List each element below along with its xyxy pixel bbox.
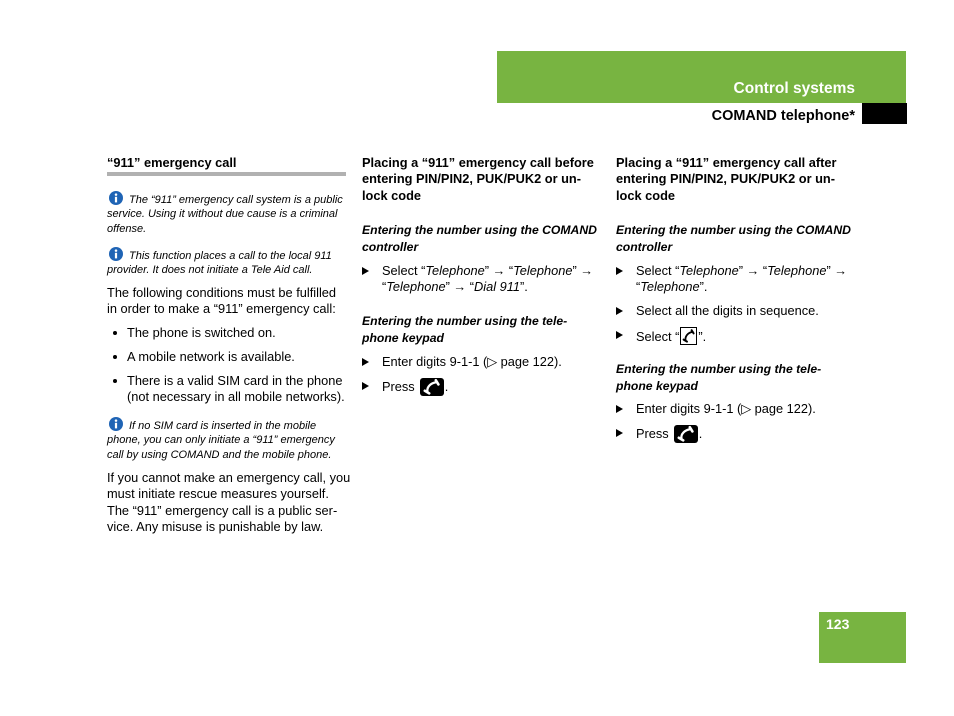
triangle-right-icon xyxy=(616,429,623,437)
info-icon xyxy=(109,191,123,205)
phone-send-key-icon xyxy=(680,327,697,345)
step-label: Press xyxy=(382,378,415,394)
step-text: Select all the digits in sequence. xyxy=(636,302,819,318)
step-suffix: ”. xyxy=(698,328,707,344)
menu-term: Telephone xyxy=(679,262,739,278)
instruction-step xyxy=(616,303,861,320)
text-run: ”. xyxy=(520,279,528,295)
intro-paragraph: The following conditions must be fulfilled in order to make a “911” emergency call: xyxy=(107,284,337,317)
triangle-right-icon xyxy=(616,267,623,275)
bullet-dot xyxy=(113,355,117,359)
info-icon xyxy=(109,247,123,261)
triangle-right-icon xyxy=(616,331,623,339)
step-text xyxy=(382,263,607,296)
instruction-step xyxy=(616,263,861,296)
subsection-title: COMAND telephone* xyxy=(711,108,855,124)
list-item xyxy=(107,325,352,342)
triangle-right-icon xyxy=(616,405,623,413)
menu-term: Telephone xyxy=(513,262,573,278)
triangle-right-icon xyxy=(362,267,369,275)
list-item-text: The phone is switched on. xyxy=(127,324,276,340)
step-suffix: . xyxy=(444,378,449,394)
list-item-text: A mobile network is available. xyxy=(127,348,295,364)
instruction-step xyxy=(616,327,861,346)
method-subheading: Entering the number using the COMAND controller xyxy=(616,222,851,254)
triangle-right-icon xyxy=(616,307,623,315)
procedure-heading: Placing a “911” emergency call before entering PIN/PIN2, PUK/PUK2 or un- lock code xyxy=(362,154,594,203)
instruction-step xyxy=(362,378,607,396)
menu-term: Telephone xyxy=(386,279,446,295)
text-run: Select “ xyxy=(382,262,426,278)
step-text: Enter digits 9-1-1 (▷ page 122). xyxy=(636,400,816,416)
section-title: Control systems xyxy=(733,80,855,97)
text-run: ” → “ xyxy=(738,262,768,278)
text-run: ” → “ xyxy=(445,279,475,295)
menu-term: Telephone xyxy=(767,262,827,278)
section-heading: “911” emergency call xyxy=(107,154,237,170)
method-subheading: Entering the number using the COMAND controller xyxy=(362,222,597,254)
step-text xyxy=(636,263,861,296)
step-text: Enter digits 9-1-1 (▷ page 122). xyxy=(382,353,562,369)
step-text xyxy=(382,378,607,396)
method-subheading: Entering the number using the tele- phone keypad xyxy=(362,313,568,345)
info-note xyxy=(107,247,352,279)
menu-term: Telephone xyxy=(640,279,700,295)
info-icon xyxy=(109,417,123,431)
step-text xyxy=(636,327,861,346)
info-note xyxy=(107,191,352,237)
text-run: Select “ xyxy=(636,262,680,278)
step-text xyxy=(636,425,861,443)
method-subheading: Entering the number using the tele- phone keypad xyxy=(616,361,822,393)
info-note-text: The “911” emergency call system is a public service. Using it without due cause is a criminal offense. xyxy=(107,193,343,236)
step-suffix: . xyxy=(698,425,703,441)
page-number: 123 xyxy=(826,616,850,632)
menu-term: Telephone xyxy=(425,262,485,278)
list-item-text: There is a valid SIM card in the phone (not necessary in all mobile networks). xyxy=(127,372,345,405)
text-run: ” → “ xyxy=(484,262,514,278)
menu-term: Dial 911 xyxy=(474,279,521,295)
triangle-right-icon xyxy=(362,358,369,366)
heading-rule xyxy=(107,172,346,176)
step-label: Select “ xyxy=(636,328,680,344)
header-tab-marker xyxy=(862,103,907,124)
instruction-step xyxy=(362,354,607,371)
info-note-text: This function places a call to the local 911 provider. It does not initiate a Tele Aid call. xyxy=(107,249,332,277)
phone-send-key-icon xyxy=(420,378,444,396)
instruction-step xyxy=(362,263,607,296)
info-note xyxy=(107,417,352,463)
list-item xyxy=(107,373,352,406)
list-item xyxy=(107,349,352,366)
triangle-right-icon xyxy=(362,382,369,390)
bullet-dot xyxy=(113,331,117,335)
procedure-heading: Placing a “911” emergency call after entering PIN/PIN2, PUK/PUK2 or un- lock code xyxy=(616,154,837,203)
step-label: Press xyxy=(636,425,669,441)
text-run: ” → “ xyxy=(382,262,594,295)
instruction-step xyxy=(616,401,861,418)
bullet-dot xyxy=(113,379,117,383)
text-run: ” → “ xyxy=(636,262,848,295)
instruction-step xyxy=(616,425,861,443)
phone-send-key-icon xyxy=(674,425,698,443)
text-run: ”. xyxy=(699,279,708,295)
info-note-text: If no SIM card is inserted in the mobile phone, you can only initiate a “911” emergency call by using COMAND and the mobile phone. xyxy=(107,419,335,462)
closing-paragraph: If you cannot make an emergency call, you must initiate rescue measures yourself. The “911” emergency call is a public ser- vice. Any misuse is punishable by law. xyxy=(107,469,351,535)
